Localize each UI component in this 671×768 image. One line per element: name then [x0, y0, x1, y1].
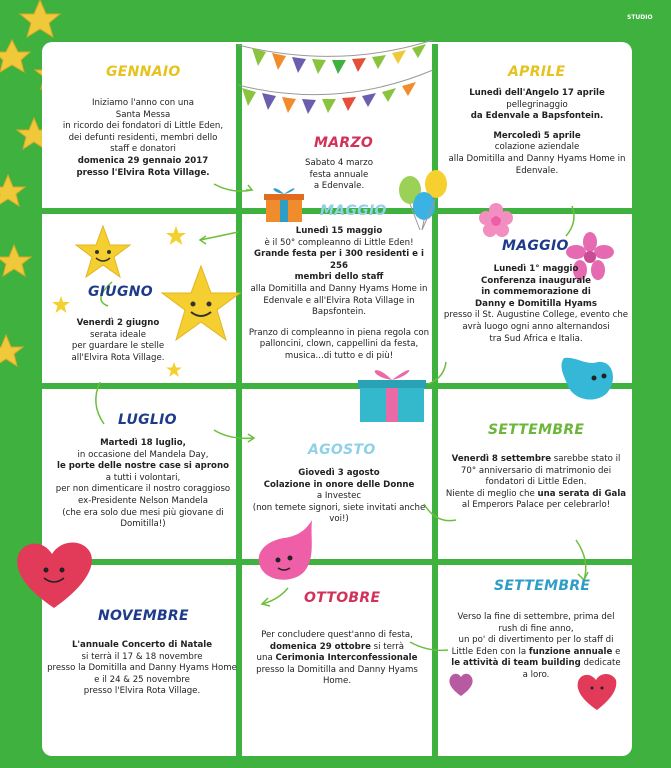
- text-marzo: Sabato 4 marzo festa annuale a Edenvale.: [305, 158, 373, 192]
- studio-logo: STUDIO: [627, 14, 653, 21]
- title-ottobre: OTTOBRE: [304, 590, 381, 606]
- title-gennaio: GENNAIO: [106, 64, 181, 80]
- title-giugno: GIUGNO: [88, 284, 153, 300]
- text-giugno: Venerdì 2 giugno serata ideale per guardare le stelle all'Elvira Rota Village.: [71, 318, 165, 363]
- text-settembre-1: Venerdì 8 settembre sarebbe stato il 70° anniversario di matrimonio dei fondatori di Little Eden. Niente di meglio che una serata di Gala al Emperors Palace per celebrarlo!: [445, 454, 627, 511]
- title-maggio-center: MAGGIO: [320, 203, 387, 219]
- title-agosto: AGOSTO: [308, 442, 376, 458]
- title-novembre: NOVEMBRE: [98, 608, 189, 624]
- text-luglio: Martedì 18 luglio, in occasione del Mandela Day, le porte delle nostre case si aprono a tutti i volontari, per non dimenticare il nostro coraggioso ex-Presidente Nelson Mandela (che era solo due mesi più giovane di Domitilla!): [55, 438, 231, 530]
- text-settembre-2: Verso la fine di settembre, prima del rush di fine anno, un po' di divertimento per lo staff di Little Eden con la funzione annuale e le attività di team building dedicate a loro.: [451, 612, 621, 680]
- title-marzo: MARZO: [314, 135, 374, 151]
- text-maggio-center: Lunedì 15 maggio è il 50° compleanno di Little Eden! Grande festa per i 300 residenti e i 256 membri dello staff alla Domitilla and Danny Hyams Home in Edenvale e all'Elvira Rota Village in Bapsfontein. Pranzo di compleanno in piena regola con palloncini, clown, cappellini da festa, musica...di tutto e di più!: [248, 226, 430, 361]
- text-agosto: Giovedì 3 agosto Colazione in onore delle Donne a Investec (non temete signori, siete invitati anche voi!): [252, 468, 426, 525]
- title-aprile: APRILE: [508, 64, 566, 80]
- title-settembre-2: SETTEMBRE: [494, 578, 591, 594]
- text-maggio-right: Lunedì 1° maggio Conferenza inaugurale in commemorazione di Danny e Domitilla Hyams presso il St. Augustine College, evento che avrà luogo ogni anno alternandosi tra Sud Africa e Italia.: [443, 264, 629, 344]
- text-gennaio: Iniziamo l'anno con una Santa Messa in ricordo dei fondatori di Little Eden, dei defunti residenti, membri dello staff e donatori domenica 29 gennaio 2017 presso l'Elvira Rota Village.: [62, 98, 224, 178]
- title-settembre-1: SETTEMBRE: [488, 422, 585, 438]
- title-luglio: LUGLIO: [118, 412, 177, 428]
- title-maggio-right: MAGGIO: [502, 238, 569, 254]
- text-aprile: Lunedì dell'Angelo 17 aprile pellegrinaggio da Edenvale a Bapsfontein. Mercoledì 5 aprile colazione aziendale alla Domitilla and Danny Hyams Home in Edenvale.: [448, 88, 626, 176]
- text-novembre: L'annuale Concerto di Natale si terrà il 17 & 18 novembre presso la Domitilla and Danny Hyams Home e il 24 & 25 novembre presso l'Elvira Rota Village.: [47, 640, 237, 697]
- text-ottobre: Per concludere quest'anno di festa, domenica 29 ottobre si terrà una Cerimonia Interconfessionale presso la Domitilla and Danny Hyams Home.: [256, 630, 418, 687]
